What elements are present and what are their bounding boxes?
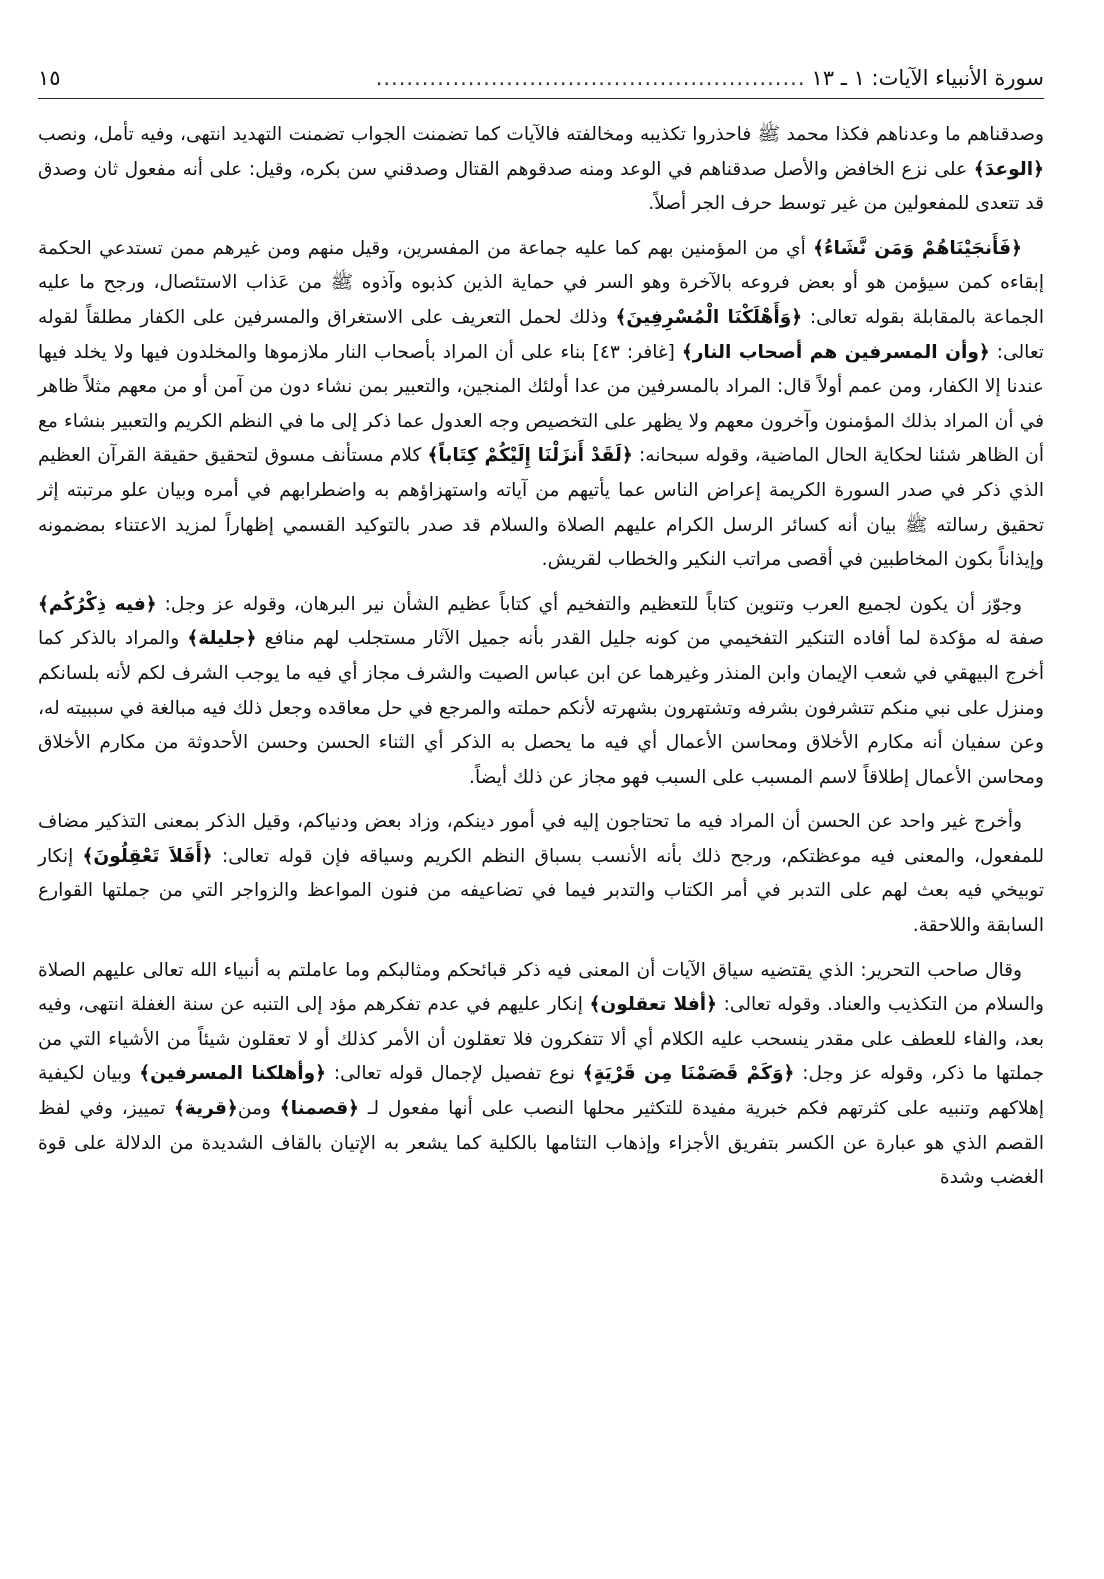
text-segment: وأخرج غير واحد عن الحسن أن المراد فيه ما تحتاجون إليه في أمور دينكم، وزاد بعض ودنياكم، وقيل الذكر بمعنى التذكير مضاف للمفعول، والمعنى فيه موعظتكم، ورجح ذلك بأنه الأنسب بسباق النظم الكريم وسياقه فإن قوله تعالى: [38,811,1045,867]
running-head [38,58,1044,99]
quranic-quote: ﴿وأهلكنا المسرفين﴾ [139,1063,327,1085]
leader-dots: ........................................................ [375,66,806,90]
surah-title: سورة الأنبياء الآيات: ١ ـ ١٣ [811,66,1044,90]
quranic-quote: ﴿أَفَلاَ تَعْقِلُونَ﴾ [82,845,213,867]
text-segment: إنكار توبيخي فيه بعث لهم على التدبر في أمر الكتاب والتدبر فيما في تضاعيفه من فنون المواعظ والزواجر التي من جملتها القوارع السابقة واللاحقة. [38,845,1044,937]
paragraph [38,588,1044,796]
paragraph [38,118,1044,222]
text-segment: وقال صاحب التحرير: الذي يقتضيه سياق الآيات أن المعنى فيه ذكر قبائحكم ومثالبكم وما عاملتم به أنبياء الله تعالى عليهم الصلاة والسلام من التكذيب والعناد. وقوله تعالى: [38,959,1045,1016]
text-segment: تمييز، وفي لفظ القصم الذي هو عبارة عن الكسر بتفريق الأجزاء وإذهاب التئامها بالكلية كما يشعر به الإتيان بالقاف الشديدة من الدلالة على قوة الغضب وشدة [38,1098,1044,1189]
text-segment: ومن [237,1098,280,1120]
text-segment: وصدقناهم ما وعدناهم فكذا محمد ﷺ فاحذروا تكذيبه ومخالفته فالآيات كما تضمنت الجواب تضمنت التهديد انتهى، وفيه تأمل، ونصب [38,124,1044,145]
quranic-quote: ﴿لَقَدْ أَنزَلْنَا إِلَيْكُمْ كِتَاباً﴾ [427,445,633,467]
page-number: ١٥ [38,66,61,90]
paragraph [38,232,1044,578]
text-segment: أي من المؤمنين بهم كما عليه جماعة من المفسرين، وقيل منهم ومن غيرهم ممن تستدعي الحكمة إبقاءه كمن سيؤمن هو أو بعض فروعه بالآخرة وهو السر في حماية الذين كذبوه وآذوه ﷺ من عَذاب الاستئصال، ورجح ما عليه الجماعة بالمقابلة بقوله تعالى: [38,237,1044,328]
text-segment: صفة له مؤكدة لما أفاده التنكير التفخيمي من كونه جليل القدر بأنه جميل الآثار مستجلب لهم منافع [256,628,1044,650]
text-segment: كلام مستأنف مسوق لتحقيق حقيقة القرآن العظيم الذي ذكر في صدر السورة الكريمة إعراض الناس عما يأتيهم من آياته واستهزاؤهم به واضطرابهم في أمره وبيان علو مرتبته إثر تحقيق رسالته ﷺ بيان أنه كسائر الرسل الكرام عليهم الصلاة والسلام قد صدر بالتوكيد القسمي إظهاراً لمزيد الاعتناء بمضمونه وإيذاناً بكون المخاطبين في أقصى مراتب النكير والخطاب لقريش. [38,445,1044,571]
text-segment: نوع تفصيل لإجمال قوله تعالى: [326,1063,583,1085]
paragraph [38,954,1044,1196]
quranic-quote: ﴿قصمنا﴾ [279,1098,360,1120]
quranic-quote: ﴿جليلة﴾ [187,628,257,650]
text-segment: [غافر: ٤٣] بناء على أن المراد بأصحاب النار ملازموها والمخلدون فيها ولا يخلد فيها عندنا إلا الكفار، ومن عمم أولاً قال: المراد بالمسرفين من عدا أولئك المنجين، والتعبير بمن نشاء دون من آمن أو من معهم مثلاً ظاهر في أن المراد بذلك المؤمنون وآخرون معهم ولا يظهر على التخصيص وجه العدول عما ذكر إلى ما في النظم الكريم والتعبير بنشاء مع أن الظاهر شئنا لحكاية الحال الماضية، وقوله سبحانه: [38,341,1044,467]
text-segment: إنكار عليهم في عدم تفكرهم مؤد إلى التنبه عن سنة الغفلة انتهى، وفيه بعد، والفاء للعطف على مقدر ينسحب عليه الكلام أي ألا تتفكرون فلا تعقلون أن الأمر كذلك أو لا تعقلون شيئاً من الأشياء التي من جملتها ما ذكر، وقوله عز وجل: [38,994,1044,1085]
quranic-quote: ﴿فيه ذِكْرُكُم﴾ [38,593,157,615]
quranic-quote: ﴿وَأَهْلَكْنَا الْمُسْرِفِينَ﴾ [615,306,803,328]
quranic-quote: ﴿وأن المسرفين هم أصحاب النار﴾ [681,341,990,363]
quranic-quote: ﴿أفلا تعقلون﴾ [589,994,718,1016]
text-segment: على نزع الخافض والأصل صدقناهم في الوعد ومنه صدقوهم القتال وصدقني سن بكره، وقيل: على أنه مفعول ثان وصدق قد تتعدى للمفعولين من غير توسط حرف الجر أصلاً. [38,158,1044,215]
quranic-quote: ﴿قرية﴾ [174,1098,238,1120]
text-segment: وجوّز أن يكون لجميع العرب وتنوين كتاباً للتعظيم والتفخيم أي كتاباً عظيم الشأن نير البرهان، وقوله عز وجل: [156,593,1022,615]
text-segment: وبيان لكيفية إهلاكهم وتنبيه على كثرتهم فكم خبرية مفيدة للتكثير محلها النصب على أنها مفعول لـ [38,1063,1044,1120]
quranic-quote: ﴿وَكَمْ قَصَمْنَا مِن قَرْيَةٍ﴾ [582,1063,795,1085]
body-text [38,118,1044,1206]
quranic-quote: ﴿فَأَنجَيْنَاهُمْ وَمَن نَّشَاءُ﴾ [813,237,1022,259]
paragraph [38,805,1044,943]
text-segment: وذلك لحمل التعريف على الاستغراق والمسرفين على الكفار مطلقاً لقوله تعالى: [38,306,1044,363]
quranic-quote: ﴿الوعدَ﴾ [973,158,1044,180]
text-segment: والمراد بالذكر كما أخرج البيهقي في شعب الإيمان وابن المنذر وغيرهما عن ابن عباس الصيت والشرف مجاز أي فيه ما يوجب الشرف لكم لأنه بلسانكم ومنزل على نبي منكم تتشرفون بشرفه وتشتهرون بشهرته لأنكم حملته والمرجع في حل معاقده وجعل ذلك فيه مبالغة في سببيته له، وعن سفيان أنه مكارم الأخلاق ومحاسن الأعمال أي فيه ما يحصل به الذكر أي الثناء الحسن وحسن الأحدوثة من مكارم الأخلاق ومحاسن الأعمال إطلاقاً لاسم المسبب على السبب فهو مجاز عن ذلك أيضاً. [38,628,1044,788]
